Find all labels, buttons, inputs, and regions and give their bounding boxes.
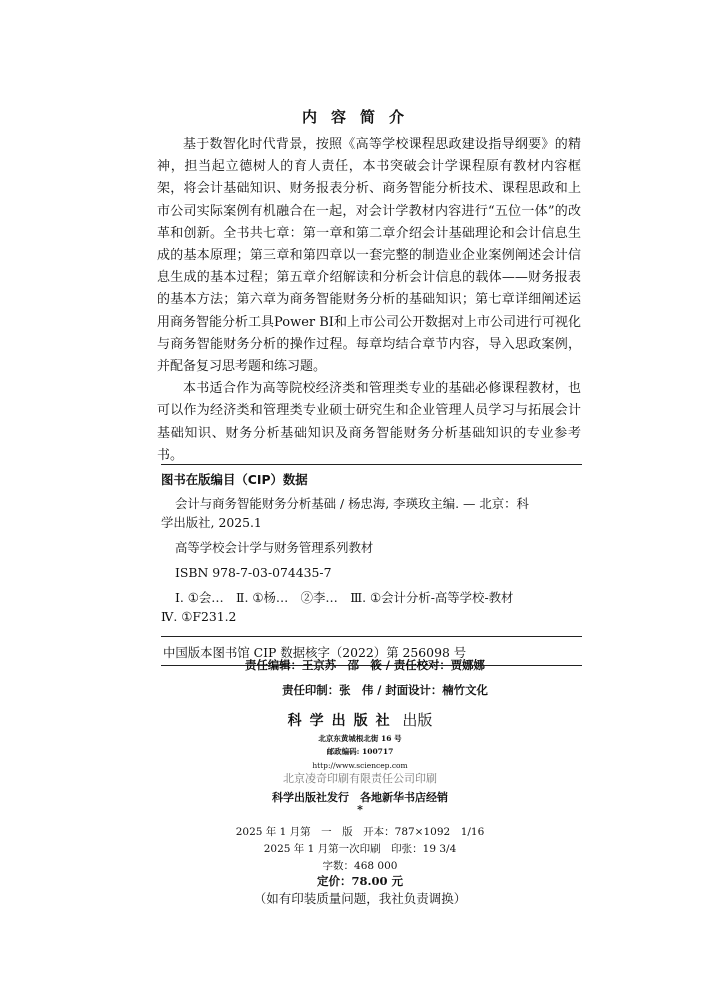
cip-series: 高等学校会计学与财务管理系列教材: [175, 540, 374, 555]
cip-middle-rule: [161, 636, 582, 637]
intro-text: [157, 134, 581, 467]
cip-block: [161, 464, 582, 666]
price: 定价：78.00 元: [316, 874, 403, 888]
cip-top-rule: [161, 464, 582, 465]
publisher-url: http://www.sciencep.com: [312, 761, 408, 770]
cip-record-line-1: 会计与商务智能财务分析基础 / 杨忠海, 李瑛玫主编. — 北京：科: [175, 496, 529, 511]
cip-record-line-2: 学出版社, 2025.1: [161, 515, 262, 530]
publisher-address: 北京东黄城根北街 16 号: [318, 734, 402, 743]
editor-credits: 责任编辑：王京苏 邵 筱 / 责任校对：贾娜娜: [245, 658, 485, 672]
distribution-line: 科学出版社发行 各地新华书店经销: [272, 791, 448, 804]
quality-note: （如有印装质量问题，我社负责调换）: [253, 891, 467, 906]
word-count: 字数：468 000: [322, 860, 398, 872]
separator-star: *: [357, 803, 363, 816]
production-credits: 责任印制：张 伟 / 封面设计：楠竹文化: [282, 683, 488, 697]
printer-line: 北京凌奇印刷有限责任公司印刷: [283, 772, 437, 785]
publisher-line: [0, 709, 720, 730]
publisher-suffix: 出版: [397, 711, 433, 729]
cip-classification-line-1: Ⅰ. ①会… Ⅱ. ①杨… ②李… Ⅲ. ①会计分析-高等学校-教材: [175, 590, 514, 605]
cip-heading: 图书在版编目（CIP）数据: [161, 472, 308, 487]
cip-record-number: 中国版本图书馆 CIP 数据核字（2022）第 256098 号: [163, 645, 467, 660]
cip-isbn: ISBN 978-7-03-074435-7: [175, 565, 332, 580]
edition-spec: 2025 年 1 月第 一 版 开本：787×1092 1/16: [235, 826, 485, 838]
intro-title: 内容简介: [301, 108, 418, 126]
cip-classification-line-2: Ⅳ. ①F231.2: [161, 609, 237, 624]
publisher-name: 科学出版社: [287, 713, 398, 729]
printing-spec: 2025 年 1 月第一次印刷 印张：19 3/4: [263, 843, 457, 855]
publisher-postcode: 邮政编码: 100717: [326, 747, 394, 756]
intro-paragraph-2: 本书适合作为高等院校经济类和管理类专业的基础必修课程教材，也可以作为经济类和管理类专业硕士研究生和企业管理人员学习与拓展会计基础知识、财务分析基础知识及商务智能财务分析基础知识的专业参考书。: [157, 381, 581, 463]
intro-paragraph-1: 基于数智化时代背景，按照《高等学校课程思政建设指导纲要》的精神，担当起立德树人的育人责任，本书突破会计学课程原有教材内容框架，将会计基础知识、财务报表分析、商务智能分析技术、课程思政和上市公司实际案例有机融合在一起，对会计学教材内容进行“五位一体”的改革和创新。全书共七章：第一章和第二章介绍会计基础理论和会计信息生成的基本原理；第三章和第四章以一套完整的制造业企业案例阐述会计信息生成的基本过程；第五章介绍解读和分析会计信息的载体——财务报表的基本方法；第六章为商务智能财务分析的基础知识；第七章详细阐述运用商务智能分析工具Power BI和上市公司公开数据对上市公司进行可视化与商务智能财务分析的操作过程。每章均结合章节内容，导入思政案例，并配备复习思考题和练习题。: [157, 137, 581, 375]
